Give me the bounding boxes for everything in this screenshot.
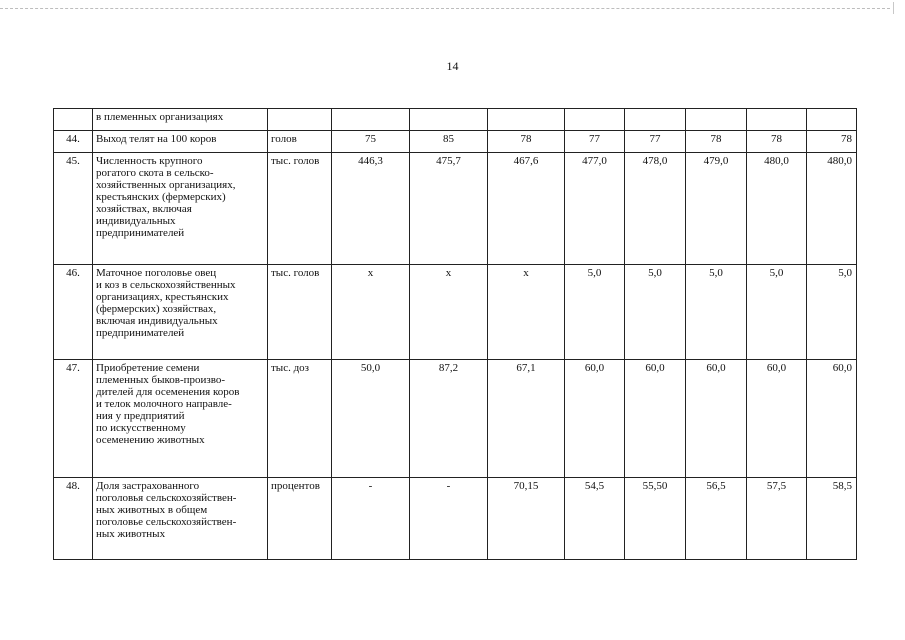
scan-edge-mark bbox=[893, 2, 894, 14]
indicator-name: Выход телят на 100 коров bbox=[93, 131, 268, 153]
value-cell: 477,0 bbox=[565, 153, 625, 265]
unit-cell: тыс. голов bbox=[268, 265, 332, 360]
table-row bbox=[54, 153, 857, 265]
value-cell: 60,0 bbox=[625, 360, 686, 478]
value-cell: 60,0 bbox=[747, 360, 807, 478]
value-cell: х bbox=[488, 265, 565, 360]
value-cell: 56,5 bbox=[686, 478, 747, 560]
row-number: 47. bbox=[54, 360, 93, 478]
value-cell: 5,0 bbox=[565, 265, 625, 360]
value-cell: 5,0 bbox=[686, 265, 747, 360]
unit-cell: тыс. доз bbox=[268, 360, 332, 478]
row-number: 48. bbox=[54, 478, 93, 560]
unit-cell: голов bbox=[268, 131, 332, 153]
value-cell: - bbox=[332, 478, 410, 560]
value-cell bbox=[488, 109, 565, 131]
table-row bbox=[54, 478, 857, 560]
value-cell bbox=[686, 109, 747, 131]
value-cell bbox=[807, 109, 857, 131]
value-cell: 78 bbox=[807, 131, 857, 153]
value-cell: 58,5 bbox=[807, 478, 857, 560]
value-cell bbox=[747, 109, 807, 131]
value-cell: 77 bbox=[565, 131, 625, 153]
value-cell: 85 bbox=[410, 131, 488, 153]
value-cell: 480,0 bbox=[747, 153, 807, 265]
value-cell: 479,0 bbox=[686, 153, 747, 265]
value-cell: 50,0 bbox=[332, 360, 410, 478]
value-cell: 70,15 bbox=[488, 478, 565, 560]
table-row bbox=[54, 360, 857, 478]
value-cell: 60,0 bbox=[686, 360, 747, 478]
row-number: 45. bbox=[54, 153, 93, 265]
unit-cell: тыс. голов bbox=[268, 153, 332, 265]
page-number: 14 bbox=[446, 59, 459, 73]
value-cell: 5,0 bbox=[625, 265, 686, 360]
indicator-name: Доля застрахованного поголовья сельскохозяйствен- ных животных в общем поголовье сельскохозяйствен- ных животных bbox=[93, 478, 268, 560]
value-cell: х bbox=[332, 265, 410, 360]
value-cell: 467,6 bbox=[488, 153, 565, 265]
row-number: 44. bbox=[54, 131, 93, 153]
value-cell: 480,0 bbox=[807, 153, 857, 265]
table-row bbox=[54, 131, 857, 153]
value-cell: 78 bbox=[488, 131, 565, 153]
value-cell: 446,3 bbox=[332, 153, 410, 265]
data-table bbox=[53, 108, 857, 560]
value-cell: 67,1 bbox=[488, 360, 565, 478]
row-number bbox=[54, 109, 93, 131]
value-cell: 60,0 bbox=[807, 360, 857, 478]
value-cell: 54,5 bbox=[565, 478, 625, 560]
value-cell: 78 bbox=[747, 131, 807, 153]
value-cell: 5,0 bbox=[747, 265, 807, 360]
value-cell: 78 bbox=[686, 131, 747, 153]
indicator-name: Маточное поголовье овец и коз в сельскохозяйственных организациях, крестьянских (фермерских) хозяйствах, включая индивидуальных предпринимателей bbox=[93, 265, 268, 360]
value-cell: 55,50 bbox=[625, 478, 686, 560]
indicator-name: Приобретение семени племенных быков-произво- дителей для осеменения коров и телок молочного направле- ния у предприятий по искусственному осеменению животных bbox=[93, 360, 268, 478]
value-cell bbox=[625, 109, 686, 131]
value-cell bbox=[332, 109, 410, 131]
unit-cell: процентов bbox=[268, 478, 332, 560]
value-cell: 75 bbox=[332, 131, 410, 153]
table-row bbox=[54, 109, 857, 131]
row-number: 46. bbox=[54, 265, 93, 360]
value-cell: 77 bbox=[625, 131, 686, 153]
indicator-name: Численность крупного рогатого скота в сельско- хозяйственных организациях, крестьянских (фермерских) хозяйствах, включая индивидуальных предпринимателей bbox=[93, 153, 268, 265]
value-cell: 87,2 bbox=[410, 360, 488, 478]
value-cell bbox=[410, 109, 488, 131]
scan-artifact-line bbox=[0, 8, 890, 9]
value-cell bbox=[565, 109, 625, 131]
value-cell: 475,7 bbox=[410, 153, 488, 265]
table-row bbox=[54, 265, 857, 360]
value-cell: 478,0 bbox=[625, 153, 686, 265]
value-cell: х bbox=[410, 265, 488, 360]
unit-cell bbox=[268, 109, 332, 131]
value-cell: 57,5 bbox=[747, 478, 807, 560]
value-cell: 5,0 bbox=[807, 265, 857, 360]
indicator-name: в племенных организациях bbox=[93, 109, 268, 131]
value-cell: - bbox=[410, 478, 488, 560]
value-cell: 60,0 bbox=[565, 360, 625, 478]
